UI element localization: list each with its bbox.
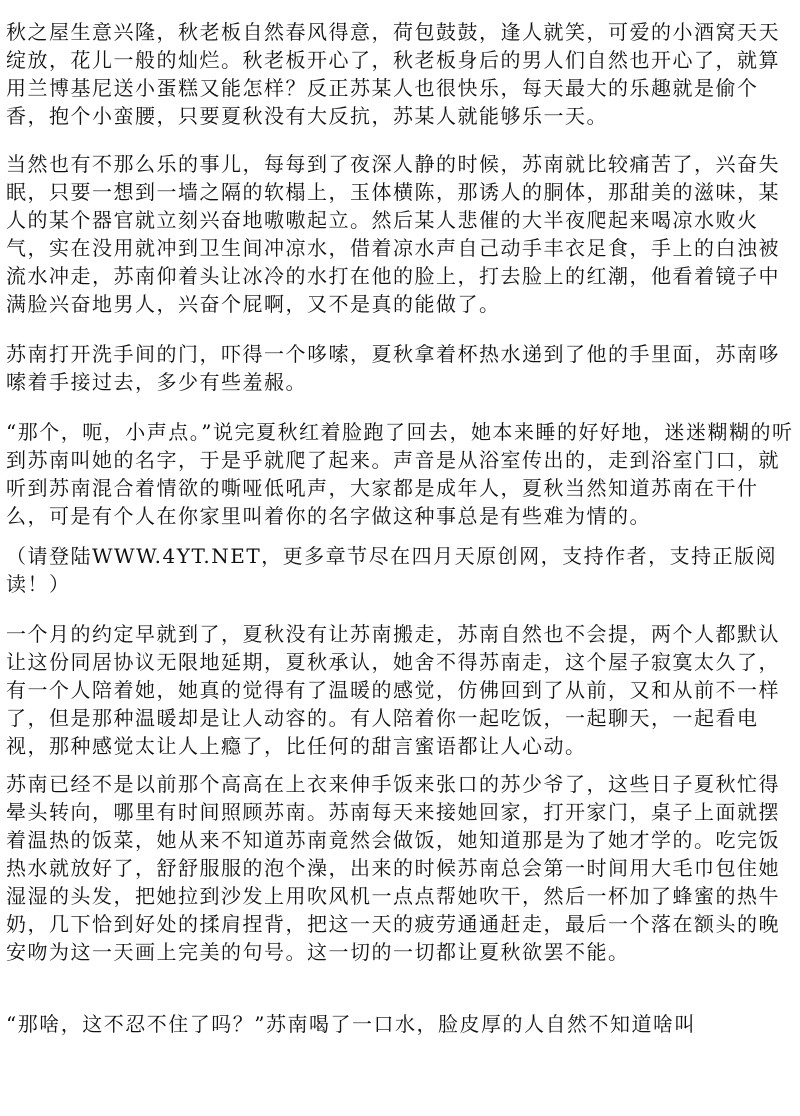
site-notice: （请登陆WWW.4YT.NET，更多章节尽在四月天原创网，支持作者，支持正版阅读！）	[6, 544, 778, 596]
paragraph-7: 苏南已经不是以前那个高高在上衣来伸手饭来张口的苏少爷了，这些日子夏秋忙得晕头转向，哪里有时间照顾苏南。苏南每天来接她回家，打开家门，桌子上面就摆着温热的饭菜，她从来不知道苏南竟然会做饭，她知道那是为了她才学的。吃完饭热水就放好了，舒舒服服的泡个澡，出来的时候苏南总会第一时间用大毛巾包住她湿湿的头发，把她拉到沙发上用吹风机一点点帮她吹干，然后一杯加了蜂蜜的热牛奶，几下恰到好处的揉肩捏背，把这一天的疲劳通通赶走，最后一个落在额头的晚安吻为这一天画上完美的句号。这一切的一切都让夏秋欲罢不能。	[6, 772, 780, 964]
paragraph-3: 苏南打开洗手间的门，吓得一个哆嗦，夏秋拿着杯热水递到了他的手里面，苏南哆嗦着手接过去，多少有些羞赧。	[6, 342, 780, 394]
paragraph-6: 一个月的约定早就到了，夏秋没有让苏南搬走，苏南自然也不会提，两个人都默认让这份同居协议无限地延期，夏秋承认，她舍不得苏南走，这个屋子寂寞太久了，有一个人陪着她，她真的觉得有了温暖的感觉，仿佛回到了从前，又和从前不一样了，但是那种温暖却是让人动容的。有人陪着你一起吃饭，一起聊天，一起看电视，那种感觉太让人上瘾了，比任何的甜言蜜语都让人心动。	[6, 622, 780, 758]
paragraph-1: 秋之屋生意兴隆，秋老板自然春风得意，荷包鼓鼓，逢人就笑，可爱的小酒窝天天绽放，花儿一般的灿烂。秋老板开心了，秋老板身后的男人们自然也开心了，就算用兰博基尼送小蛋糕又能怎样？反正苏某人也很快乐，每天最大的乐趣就是偷个香，抱个小蛮腰，只要夏秋没有大反抗，苏某人就能够乐一天。	[6, 20, 780, 128]
paragraph-4: “那个，呃，小声点。”说完夏秋红着脸跑了回去，她本来睡的好好地，迷迷糊糊的听到苏南叫她的名字，于是乎就爬了起来。声音是从浴室传出的，走到浴室门口，就听到苏南混合着情欲的嘶哑低吼声，大家都是成年人，夏秋当然知道苏南在干什么，可是有个人在你家里叫着你的名字做这种事总是有些难为情的。	[6, 420, 794, 528]
paragraph-8: “那啥，这不忍不住了吗？”苏南喝了一口水，脸皮厚的人自然不知道啥叫	[6, 1012, 696, 1036]
paragraph-2: 当然也有不那么乐的事儿，每每到了夜深人静的时候，苏南就比较痛苦了，兴奋失眠，只要一想到一墙之隔的软榻上，玉体横陈，那诱人的胴体，那甜美的滋味，某人的某个器官就立刻兴奋地嗷嗷起立。然后某人悲催的大半夜爬起来喝凉水败火气，实在没用就冲到卫生间冲凉水，借着凉水声自己动手丰衣足食，手上的白浊被流水冲走，苏南仰着头让冰冷的水打在他的脸上，打去脸上的红潮，他看着镜子中满脸兴奋地男人，兴奋个屁啊，又不是真的能做了。	[6, 152, 780, 316]
